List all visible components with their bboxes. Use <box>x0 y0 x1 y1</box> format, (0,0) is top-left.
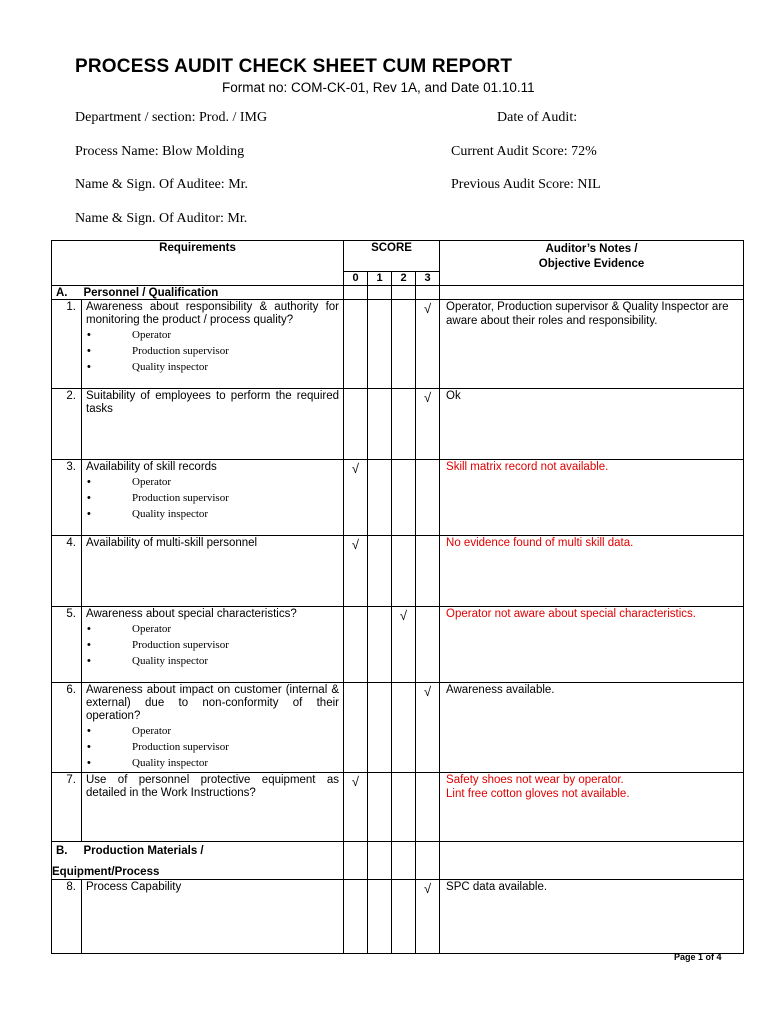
table-row <box>52 389 744 460</box>
auditor-note-cell <box>440 460 744 536</box>
section-a-row-title-line1: A. Personnel / Qualification <box>56 286 219 299</box>
score-cell-0 <box>344 773 368 842</box>
score-cell-1 <box>368 683 392 773</box>
process-name-field: Process Name: Blow Molding <box>75 144 245 159</box>
bullet-item: • Quality inspector <box>120 653 339 669</box>
score-cell-3 <box>416 880 440 954</box>
score-cell-3 <box>416 683 440 773</box>
auditor-note: Skill matrix record not available. <box>446 461 609 473</box>
check-mark-icon: √ <box>423 301 432 316</box>
requirement-cell <box>82 536 344 607</box>
bullet-item: • Production supervisor <box>120 739 339 755</box>
row-number: 3. <box>52 460 82 536</box>
auditor-note: SPC data available. <box>446 881 548 893</box>
requirement-bullets <box>86 474 339 522</box>
score-cell-3 <box>416 460 440 536</box>
score-header: SCORE <box>344 241 440 272</box>
auditor-note-cell <box>440 389 744 460</box>
previous-audit-score: Previous Audit Score: NIL <box>451 177 601 192</box>
table-row <box>52 300 744 389</box>
section-b-row-empty-cell <box>392 842 416 880</box>
score-cell-1 <box>368 536 392 607</box>
section-a-row-empty-cell <box>440 286 744 300</box>
auditor-notes-header-line2: Objective Evidence <box>538 258 645 270</box>
score-cell-1 <box>368 880 392 954</box>
requirement-cell <box>82 460 344 536</box>
score-cell-1 <box>368 607 392 683</box>
bullet-item: • Operator <box>120 327 339 343</box>
section-b-row-title-line1: B. Production Materials / <box>56 845 204 857</box>
audit-table <box>51 240 744 954</box>
check-mark-icon: √ <box>423 390 432 405</box>
requirement-cell <box>82 773 344 842</box>
department-field: Department / section: Prod. / IMG <box>75 110 268 125</box>
bullet-item: • Quality inspector <box>120 506 339 522</box>
score-cell-3 <box>416 389 440 460</box>
section-a-row-empty-cell <box>392 286 416 300</box>
auditor-note-cell <box>440 773 744 842</box>
score-cell-3 <box>416 607 440 683</box>
score-cell-1 <box>368 389 392 460</box>
auditor-note: Operator, Production supervisor & Quality Inspector are aware about their roles and responsibility. <box>446 301 729 327</box>
table-row <box>52 880 744 954</box>
current-audit-score: Current Audit Score: 72% <box>451 144 597 159</box>
score-cell-0 <box>344 607 368 683</box>
requirement-text: Awareness about responsibility & authority for monitoring the product / process quality? <box>86 301 339 326</box>
section-b-row-empty-cell <box>416 842 440 880</box>
score-cell-0 <box>344 536 368 607</box>
auditor-note-cell <box>440 536 744 607</box>
score-cell-1 <box>368 300 392 389</box>
score-cell-0 <box>344 880 368 954</box>
auditor-field: Name & Sign. Of Auditor: Mr. <box>75 211 248 226</box>
auditor-note: Ok <box>446 390 461 402</box>
requirement-text: Process Capability <box>86 881 182 893</box>
bullet-item: • Quality inspector <box>120 359 339 375</box>
score-cell-0 <box>344 460 368 536</box>
auditor-note: Awareness available. <box>446 684 555 696</box>
row-number: 7. <box>52 773 82 842</box>
score-col-1: 1 <box>368 272 392 286</box>
bullet-item: • Production supervisor <box>120 637 339 653</box>
score-cell-3 <box>416 536 440 607</box>
row-number: 6. <box>52 683 82 773</box>
auditor-note: Operator not aware about special characteristics. <box>446 608 696 620</box>
requirement-text: Use of personnel protective equipment as detailed in the Work Instructions? <box>86 774 339 799</box>
score-col-0: 0 <box>344 272 368 286</box>
section-b-row-empty-cell <box>368 842 392 880</box>
row-number: 2. <box>52 389 82 460</box>
check-mark-icon: √ <box>351 461 360 476</box>
table-row <box>52 536 744 607</box>
score-cell-3 <box>416 773 440 842</box>
score-cell-2 <box>392 300 416 389</box>
score-cell-2 <box>392 773 416 842</box>
section-b-row-title <box>52 842 344 880</box>
score-cell-2 <box>392 536 416 607</box>
section-b-row-empty-cell <box>344 842 368 880</box>
requirement-cell <box>82 683 344 773</box>
score-cell-1 <box>368 773 392 842</box>
score-cell-2 <box>392 683 416 773</box>
section-a-row-empty-cell <box>416 286 440 300</box>
section-b-row-empty-cell <box>440 842 744 880</box>
row-number: 1. <box>52 300 82 389</box>
requirement-text: Suitability of employees to perform the required tasks <box>86 390 339 415</box>
table-row <box>52 773 744 842</box>
document-title: PROCESS AUDIT CHECK SHEET CUM REPORT <box>75 56 513 77</box>
check-mark-icon: √ <box>423 684 432 699</box>
row-number: 5. <box>52 607 82 683</box>
score-cell-2 <box>392 607 416 683</box>
format-line: Format no: COM-CK-01, Rev 1A, and Date 01.10.11 <box>222 80 535 95</box>
row-number: 4. <box>52 536 82 607</box>
page-number: Page 1 of 4 <box>674 952 722 962</box>
section-a-row-empty-cell <box>368 286 392 300</box>
requirement-cell <box>82 300 344 389</box>
requirement-cell <box>82 607 344 683</box>
requirement-text: Availability of multi-skill personnel <box>86 537 258 549</box>
bullet-item: • Production supervisor <box>120 490 339 506</box>
requirement-text: Availability of skill records <box>86 461 217 473</box>
check-mark-icon: √ <box>351 774 360 789</box>
section-a-row-empty-cell <box>344 286 368 300</box>
bullet-item: • Quality inspector <box>120 755 339 771</box>
score-cell-0 <box>344 389 368 460</box>
bullet-item: • Operator <box>120 621 339 637</box>
section-a-row-title <box>52 286 344 300</box>
bullet-item: • Production supervisor <box>120 343 339 359</box>
score-cell-2 <box>392 460 416 536</box>
auditor-note-cell <box>440 683 744 773</box>
check-mark-icon: √ <box>399 608 408 623</box>
auditor-note-cell <box>440 607 744 683</box>
score-cell-0 <box>344 300 368 389</box>
auditor-note: Safety shoes not wear by operator. <box>446 774 624 786</box>
table-row <box>52 683 744 773</box>
requirement-text: Awareness about special characteristics? <box>86 608 297 620</box>
score-cell-3 <box>416 300 440 389</box>
section-b-row <box>52 842 744 880</box>
auditee-field: Name & Sign. Of Auditee: Mr. <box>75 177 249 192</box>
requirement-bullets <box>86 327 339 375</box>
score-col-3: 3 <box>416 272 440 286</box>
score-cell-2 <box>392 389 416 460</box>
table-row <box>52 460 744 536</box>
auditor-note-cell <box>440 300 744 389</box>
auditor-notes-header-line1: Auditor’s Notes / <box>545 243 638 255</box>
score-col-2: 2 <box>392 272 416 286</box>
date-of-audit-field: Date of Audit: <box>497 110 578 125</box>
requirement-bullets <box>86 621 339 669</box>
audit-table-body <box>52 286 744 954</box>
requirement-cell <box>82 389 344 460</box>
auditor-notes-header <box>440 241 744 286</box>
bullet-item: • Operator <box>120 723 339 739</box>
requirement-text: Awareness about impact on customer (internal & external) due to non-conformity of their operation? <box>86 684 339 722</box>
table-row <box>52 607 744 683</box>
score-cell-1 <box>368 460 392 536</box>
check-mark-icon: √ <box>351 537 360 552</box>
requirement-bullets <box>86 723 339 771</box>
section-b-row-title-line2: Equipment/Process <box>52 866 160 878</box>
auditor-note: No evidence found of multi skill data. <box>446 537 634 549</box>
score-cell-0 <box>344 683 368 773</box>
check-mark-icon: √ <box>423 881 432 896</box>
auditor-note-line2: Lint free cotton gloves not available. <box>446 787 630 800</box>
score-cell-2 <box>392 880 416 954</box>
row-number: 8. <box>52 880 82 954</box>
section-a-row <box>52 286 744 300</box>
requirements-header: Requirements <box>52 241 344 286</box>
auditor-note-cell <box>440 880 744 954</box>
requirement-cell <box>82 880 344 954</box>
bullet-item: • Operator <box>120 474 339 490</box>
